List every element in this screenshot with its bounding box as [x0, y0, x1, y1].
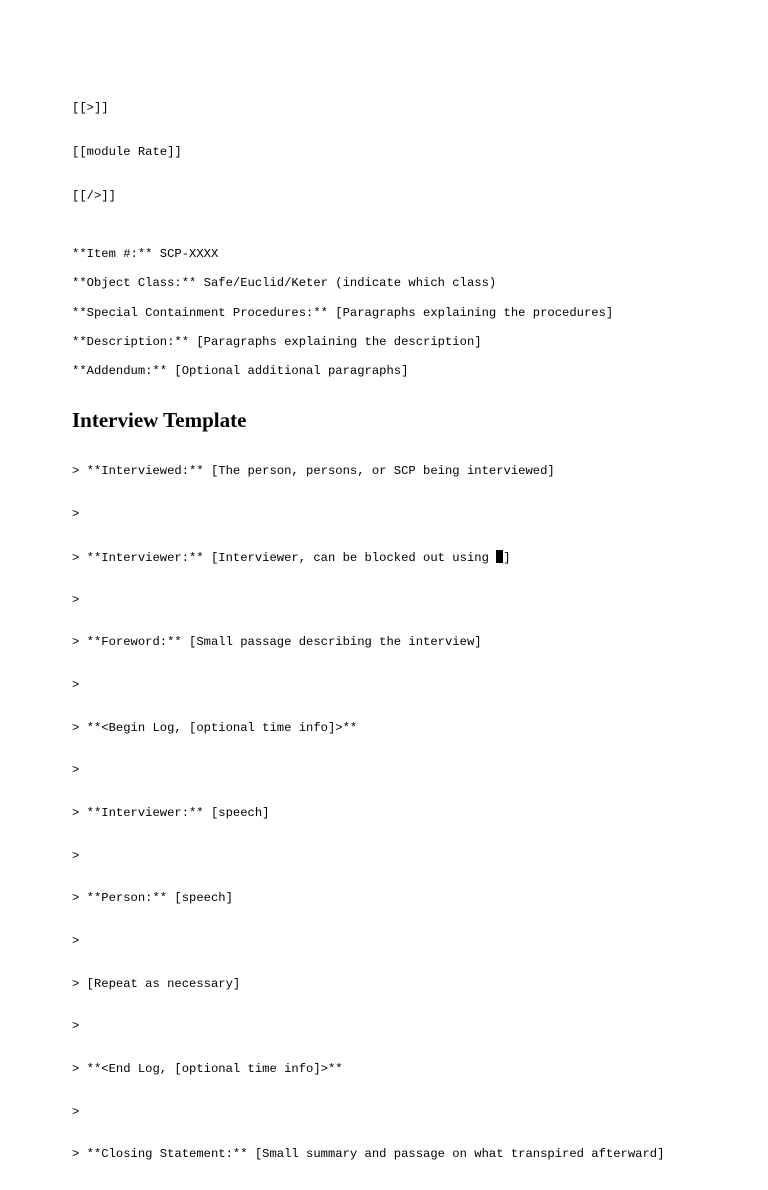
- interview-template-heading: Interview Template: [72, 408, 247, 433]
- end-log-line: > **<End Log, [optional time info]>**: [72, 1062, 343, 1077]
- repeat-line: > [Repeat as necessary]: [72, 976, 241, 991]
- interview-block: [72, 436, 752, 1190]
- object-class-line: **Object Class:** Safe/Euclid/Keter (indicate which class): [72, 276, 497, 291]
- module-block: [72, 72, 752, 233]
- closing-statement-line: > **Closing Statement:** [Small summary and passage on what transpired afterward]: [72, 1147, 665, 1162]
- blank-quote-line: >: [72, 592, 80, 607]
- blank-quote-line: >: [72, 763, 80, 778]
- blank-quote-line: >: [72, 507, 80, 522]
- interviewed-line: > **Interviewed:** [The person, persons, or SCP being interviewed]: [72, 464, 555, 479]
- blank-quote-line: >: [72, 1104, 80, 1119]
- interviewer-line: [72, 550, 752, 565]
- description-line: **Description:** [Paragraphs explaining the description]: [72, 334, 482, 349]
- begin-log-line: > **<Begin Log, [optional time info]>**: [72, 720, 358, 735]
- blank-quote-line: >: [72, 934, 80, 949]
- foreword-line: > **Foreword:** [Small passage describing the interview]: [72, 635, 482, 650]
- blank-quote-line: >: [72, 1019, 80, 1034]
- containment-procedures-line: **Special Containment Procedures:** [Paragraphs explaining the procedures]: [72, 305, 614, 320]
- addendum-line: **Addendum:** [Optional additional paragraphs]: [72, 363, 409, 378]
- interviewer-speech-line: > **Interviewer:** [speech]: [72, 805, 270, 820]
- module-name-line: [[module Rate]]: [72, 144, 182, 159]
- module-open-line: [[>]]: [72, 101, 109, 116]
- module-close-line: [[/>]]: [72, 188, 116, 203]
- blank-quote-line: >: [72, 677, 80, 692]
- blank-quote-line: >: [72, 848, 80, 863]
- interviewer-line-end: ]: [503, 550, 511, 565]
- document-page: [72, 72, 752, 1190]
- interviewer-line-text: > **Interviewer:** [Interviewer, can be blocked out using: [72, 550, 497, 565]
- item-number-line: **Item #:** SCP-XXXX: [72, 247, 219, 262]
- person-speech-line: > **Person:** [speech]: [72, 891, 233, 906]
